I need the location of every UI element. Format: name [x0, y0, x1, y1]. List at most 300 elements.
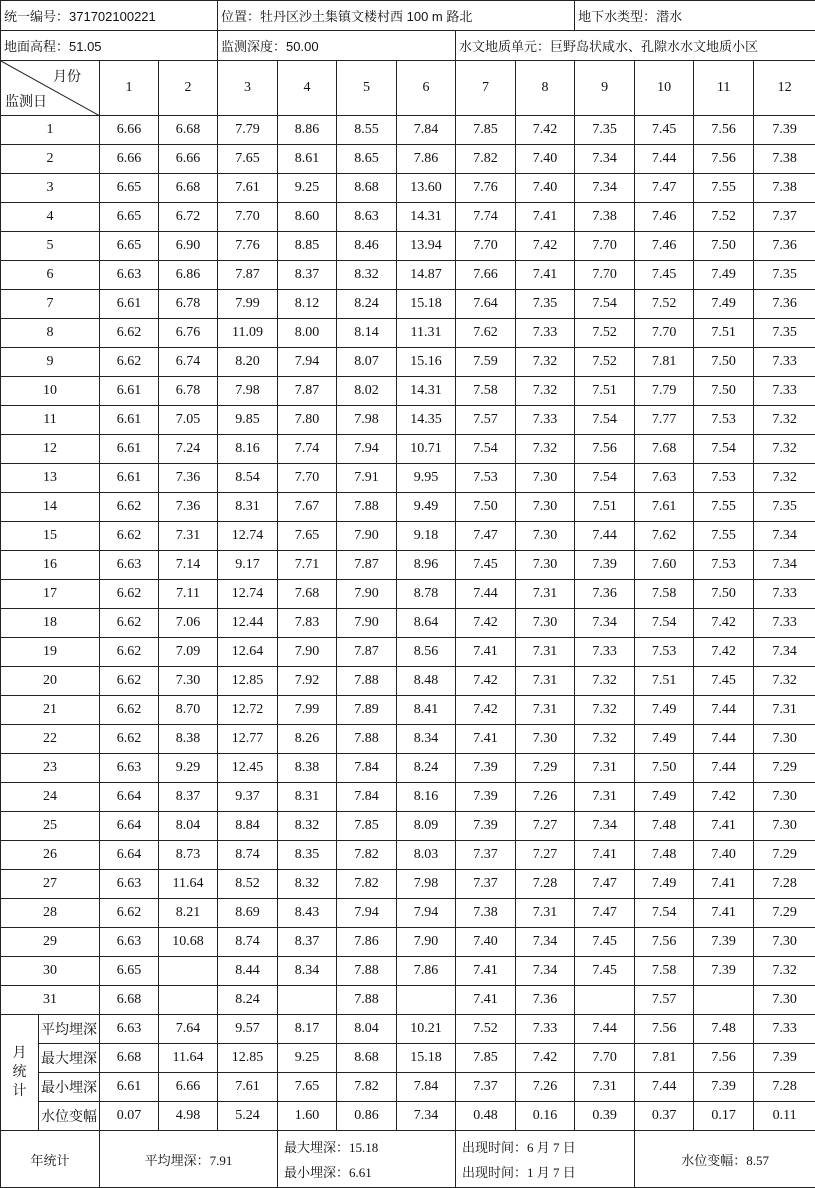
value-cell: 13.60 — [397, 174, 456, 203]
table-row — [1, 377, 815, 406]
annual-range: 水位变幅：8.57 — [635, 1131, 815, 1188]
table-row — [1, 609, 815, 638]
value-cell: 7.59 — [456, 348, 516, 377]
value-cell: 7.30 — [754, 812, 815, 841]
table-row — [1, 928, 815, 957]
value-cell: 7.84 — [337, 783, 397, 812]
value-cell: 8.24 — [397, 754, 456, 783]
value-cell: 7.29 — [754, 841, 815, 870]
annual-max-depth: 最大埋深：15.18 — [284, 1137, 378, 1156]
month-header: 8 — [516, 61, 575, 116]
stat-value: 7.28 — [754, 1073, 815, 1102]
stat-value: 10.21 — [397, 1015, 456, 1044]
day-label: 5 — [1, 232, 100, 261]
value-cell: 7.29 — [754, 899, 815, 928]
month-header: 5 — [337, 61, 397, 116]
day-axis-label: 监测日 — [5, 91, 47, 111]
day-label: 17 — [1, 580, 100, 609]
value-cell: 7.54 — [635, 609, 694, 638]
value-cell: 7.27 — [516, 812, 575, 841]
monthly-stat-row — [1, 1073, 815, 1102]
value-cell: 7.54 — [575, 406, 635, 435]
value-cell: 8.56 — [397, 638, 456, 667]
value-cell: 7.42 — [456, 609, 516, 638]
value-cell: 7.33 — [754, 377, 815, 406]
value-cell: 7.74 — [456, 203, 516, 232]
value-cell: 7.41 — [456, 725, 516, 754]
stat-value: 0.07 — [100, 1102, 159, 1131]
month-header: 11 — [694, 61, 754, 116]
value-cell: 7.82 — [337, 870, 397, 899]
value-cell: 7.39 — [754, 116, 815, 145]
table-row — [1, 899, 815, 928]
value-cell: 7.14 — [159, 551, 218, 580]
value-cell: 6.65 — [100, 174, 159, 203]
stat-value: 7.42 — [516, 1044, 575, 1073]
value-cell: 6.65 — [100, 203, 159, 232]
value-cell: 7.52 — [694, 203, 754, 232]
value-cell: 7.68 — [278, 580, 337, 609]
value-cell: 6.64 — [100, 783, 159, 812]
value-cell: 7.52 — [575, 348, 635, 377]
day-label: 21 — [1, 696, 100, 725]
value-cell: 7.56 — [635, 928, 694, 957]
value-cell: 7.34 — [754, 522, 815, 551]
value-cell: 7.26 — [516, 783, 575, 812]
stat-value: 6.61 — [100, 1073, 159, 1102]
value-cell: 8.48 — [397, 667, 456, 696]
value-cell: 7.44 — [694, 754, 754, 783]
stat-value: 7.34 — [397, 1102, 456, 1131]
value-cell: 6.78 — [159, 290, 218, 319]
value-cell: 7.70 — [278, 464, 337, 493]
monthly-stat-char: 月 — [13, 1046, 27, 1061]
value-cell: 14.35 — [397, 406, 456, 435]
value-cell: 7.34 — [516, 928, 575, 957]
value-cell: 8.03 — [397, 841, 456, 870]
stat-value: 9.25 — [278, 1044, 337, 1073]
value-cell: 7.85 — [337, 812, 397, 841]
value-cell: 7.34 — [754, 638, 815, 667]
stat-value: 7.39 — [754, 1044, 815, 1073]
value-cell: 7.32 — [754, 435, 815, 464]
value-cell: 7.30 — [516, 725, 575, 754]
value-cell: 7.50 — [694, 348, 754, 377]
stat-value: 7.48 — [694, 1015, 754, 1044]
value-cell: 7.48 — [635, 841, 694, 870]
value-cell: 7.30 — [516, 464, 575, 493]
value-cell: 8.70 — [159, 696, 218, 725]
stat-value: 7.44 — [575, 1015, 635, 1044]
stat-value: 7.81 — [635, 1044, 694, 1073]
stat-value: 8.17 — [278, 1015, 337, 1044]
value-cell: 7.39 — [694, 928, 754, 957]
value-cell: 7.30 — [754, 928, 815, 957]
value-cell: 7.99 — [218, 290, 278, 319]
value-cell: 7.44 — [694, 696, 754, 725]
day-label: 14 — [1, 493, 100, 522]
month-header: 1 — [100, 61, 159, 116]
value-cell: 7.92 — [278, 667, 337, 696]
value-cell: 8.07 — [337, 348, 397, 377]
value-cell: 7.35 — [754, 493, 815, 522]
value-cell: 7.70 — [456, 232, 516, 261]
monthly-stat-row — [1, 1044, 815, 1073]
value-cell: 7.62 — [456, 319, 516, 348]
value-cell: 7.53 — [456, 464, 516, 493]
value-cell: 7.94 — [397, 899, 456, 928]
stat-value: 7.61 — [218, 1073, 278, 1102]
value-cell: 7.37 — [456, 870, 516, 899]
stat-value: 7.84 — [397, 1073, 456, 1102]
annual-min-time: 出现时间：1 月 7 日 — [462, 1162, 576, 1181]
table-row — [1, 754, 815, 783]
stat-value: 11.64 — [159, 1044, 218, 1073]
value-cell: 7.61 — [635, 493, 694, 522]
value-cell: 7.55 — [694, 493, 754, 522]
value-cell: 7.42 — [516, 116, 575, 145]
stat-value: 1.60 — [278, 1102, 337, 1131]
value-cell: 6.65 — [100, 232, 159, 261]
value-cell: 7.30 — [516, 493, 575, 522]
value-cell: 8.24 — [337, 290, 397, 319]
stat-value: 7.70 — [575, 1044, 635, 1073]
value-cell: 7.36 — [516, 986, 575, 1015]
value-cell: 8.31 — [218, 493, 278, 522]
table-row — [1, 986, 815, 1015]
value-cell: 7.49 — [635, 725, 694, 754]
table-row — [1, 783, 815, 812]
table-row — [1, 870, 815, 899]
value-cell: 8.20 — [218, 348, 278, 377]
value-cell: 7.63 — [635, 464, 694, 493]
table-row — [1, 580, 815, 609]
monthly-stat-char: 计 — [13, 1084, 27, 1099]
value-cell: 7.30 — [516, 551, 575, 580]
value-cell: 8.37 — [278, 928, 337, 957]
hydrogeologic-unit: 水文地质单元：巨野岛状咸水、孔隙水水文地质小区 — [456, 31, 815, 61]
value-cell: 7.38 — [754, 174, 815, 203]
value-cell: 7.42 — [456, 667, 516, 696]
value-cell: 7.88 — [337, 493, 397, 522]
stat-value: 7.33 — [516, 1015, 575, 1044]
value-cell: 8.38 — [278, 754, 337, 783]
value-cell: 7.36 — [575, 580, 635, 609]
value-cell: 8.41 — [397, 696, 456, 725]
value-cell: 12.44 — [218, 609, 278, 638]
day-label: 6 — [1, 261, 100, 290]
value-cell: 7.80 — [278, 406, 337, 435]
value-cell: 8.65 — [337, 145, 397, 174]
value-cell: 12.85 — [218, 667, 278, 696]
value-cell: 7.49 — [694, 261, 754, 290]
value-cell: 12.77 — [218, 725, 278, 754]
monthly-stat-char: 统 — [13, 1065, 27, 1080]
value-cell: 7.87 — [337, 551, 397, 580]
stat-value: 0.37 — [635, 1102, 694, 1131]
value-cell: 7.06 — [159, 609, 218, 638]
annual-stat-label: 年统计 — [1, 1131, 100, 1188]
value-cell: 7.38 — [575, 203, 635, 232]
day-label: 2 — [1, 145, 100, 174]
value-cell: 7.44 — [575, 522, 635, 551]
value-cell: 7.41 — [694, 899, 754, 928]
value-cell: 8.38 — [159, 725, 218, 754]
value-cell: 7.49 — [635, 870, 694, 899]
value-cell: 7.30 — [516, 522, 575, 551]
value-cell: 12.74 — [218, 522, 278, 551]
value-cell: 7.61 — [218, 174, 278, 203]
value-cell: 7.30 — [754, 725, 815, 754]
value-cell: 7.34 — [754, 551, 815, 580]
value-cell: 7.41 — [575, 841, 635, 870]
value-cell: 8.43 — [278, 899, 337, 928]
day-label: 26 — [1, 841, 100, 870]
monitoring-depth: 监测深度：50.00 — [218, 31, 456, 61]
value-cell: 6.68 — [159, 174, 218, 203]
value-cell: 7.47 — [575, 870, 635, 899]
value-cell: 7.34 — [575, 145, 635, 174]
value-cell: 8.86 — [278, 116, 337, 145]
table-row — [1, 232, 815, 261]
value-cell: 7.31 — [516, 899, 575, 928]
value-cell: 7.11 — [159, 580, 218, 609]
day-label: 11 — [1, 406, 100, 435]
value-cell: 7.49 — [635, 696, 694, 725]
value-cell: 12.74 — [218, 580, 278, 609]
value-cell: 6.63 — [100, 551, 159, 580]
value-cell: 7.56 — [694, 145, 754, 174]
stat-value: 5.24 — [218, 1102, 278, 1131]
value-cell: 6.61 — [100, 290, 159, 319]
value-cell: 9.37 — [218, 783, 278, 812]
day-label: 3 — [1, 174, 100, 203]
value-cell: 7.32 — [754, 957, 815, 986]
value-cell: 7.51 — [575, 493, 635, 522]
value-cell: 7.57 — [635, 986, 694, 1015]
stat-value: 7.26 — [516, 1073, 575, 1102]
value-cell: 8.46 — [337, 232, 397, 261]
value-cell: 7.31 — [516, 667, 575, 696]
day-label: 4 — [1, 203, 100, 232]
value-cell: 7.74 — [278, 435, 337, 464]
table-row — [1, 696, 815, 725]
value-cell: 7.41 — [516, 203, 575, 232]
value-cell: 7.35 — [754, 261, 815, 290]
value-cell: 7.88 — [337, 667, 397, 696]
month-header: 12 — [754, 61, 815, 116]
value-cell: 7.53 — [694, 551, 754, 580]
value-cell: 7.82 — [456, 145, 516, 174]
table-row — [1, 667, 815, 696]
value-cell: 7.55 — [694, 174, 754, 203]
value-cell: 7.24 — [159, 435, 218, 464]
stat-value: 0.86 — [337, 1102, 397, 1131]
table-row — [1, 116, 815, 145]
value-cell: 6.61 — [100, 377, 159, 406]
day-label: 24 — [1, 783, 100, 812]
value-cell: 7.30 — [516, 609, 575, 638]
value-cell: 6.66 — [100, 116, 159, 145]
value-cell: 7.42 — [456, 696, 516, 725]
value-cell: 8.12 — [278, 290, 337, 319]
value-cell: 7.55 — [694, 522, 754, 551]
value-cell: 7.68 — [635, 435, 694, 464]
value-cell: 7.50 — [635, 754, 694, 783]
stat-label: 最小埋深 — [39, 1073, 100, 1102]
value-cell: 7.58 — [635, 580, 694, 609]
monthly-stat-label — [1, 1015, 39, 1131]
value-cell: 7.46 — [635, 203, 694, 232]
value-cell — [575, 986, 635, 1015]
value-cell: 7.90 — [397, 928, 456, 957]
value-cell: 6.62 — [100, 667, 159, 696]
value-cell: 7.32 — [754, 667, 815, 696]
value-cell: 9.85 — [218, 406, 278, 435]
value-cell: 7.29 — [754, 754, 815, 783]
value-cell: 7.42 — [516, 232, 575, 261]
stat-value: 0.17 — [694, 1102, 754, 1131]
value-cell: 7.64 — [456, 290, 516, 319]
value-cell: 6.86 — [159, 261, 218, 290]
value-cell: 7.84 — [337, 754, 397, 783]
value-cell: 7.42 — [694, 638, 754, 667]
value-cell: 7.50 — [456, 493, 516, 522]
value-cell: 7.82 — [337, 841, 397, 870]
value-cell: 8.63 — [337, 203, 397, 232]
table-row — [1, 464, 815, 493]
value-cell: 6.62 — [100, 609, 159, 638]
table-row — [1, 203, 815, 232]
value-cell: 9.18 — [397, 522, 456, 551]
month-header: 6 — [397, 61, 456, 116]
value-cell: 7.33 — [575, 638, 635, 667]
stat-label: 平均埋深 — [39, 1015, 100, 1044]
value-cell: 13.94 — [397, 232, 456, 261]
value-cell: 7.38 — [456, 899, 516, 928]
value-cell: 6.61 — [100, 435, 159, 464]
value-cell: 7.30 — [159, 667, 218, 696]
value-cell: 11.09 — [218, 319, 278, 348]
value-cell: 7.86 — [397, 145, 456, 174]
value-cell: 7.54 — [635, 899, 694, 928]
value-cell: 7.33 — [754, 348, 815, 377]
stat-value: 0.48 — [456, 1102, 516, 1131]
stat-value: 4.98 — [159, 1102, 218, 1131]
value-cell: 8.32 — [278, 870, 337, 899]
value-cell: 7.90 — [337, 522, 397, 551]
value-cell: 7.47 — [456, 522, 516, 551]
value-cell: 7.44 — [694, 725, 754, 754]
stat-value: 15.18 — [397, 1044, 456, 1073]
value-cell: 6.63 — [100, 928, 159, 957]
value-cell: 7.48 — [635, 812, 694, 841]
value-cell: 10.71 — [397, 435, 456, 464]
month-header: 3 — [218, 61, 278, 116]
value-cell: 7.57 — [456, 406, 516, 435]
value-cell: 8.37 — [278, 261, 337, 290]
value-cell: 7.65 — [278, 522, 337, 551]
stat-value: 7.65 — [278, 1073, 337, 1102]
value-cell: 6.61 — [100, 464, 159, 493]
day-label: 25 — [1, 812, 100, 841]
value-cell: 8.54 — [218, 464, 278, 493]
value-cell: 7.37 — [754, 203, 815, 232]
value-cell: 7.90 — [278, 638, 337, 667]
value-cell: 7.76 — [218, 232, 278, 261]
stat-value: 8.04 — [337, 1015, 397, 1044]
stat-value: 7.33 — [754, 1015, 815, 1044]
value-cell: 6.90 — [159, 232, 218, 261]
stat-value: 7.52 — [456, 1015, 516, 1044]
table-row — [1, 406, 815, 435]
value-cell: 7.71 — [278, 551, 337, 580]
value-cell: 8.78 — [397, 580, 456, 609]
table-row — [1, 551, 815, 580]
value-cell: 7.36 — [159, 493, 218, 522]
value-cell: 7.79 — [218, 116, 278, 145]
location: 位置：牡丹区沙土集镇文楼村西 100 m 路北 — [218, 1, 575, 31]
value-cell: 7.33 — [754, 580, 815, 609]
value-cell: 7.34 — [516, 957, 575, 986]
value-cell — [397, 986, 456, 1015]
value-cell: 8.44 — [218, 957, 278, 986]
value-cell: 8.34 — [397, 725, 456, 754]
value-cell: 7.41 — [456, 957, 516, 986]
value-cell: 7.32 — [516, 377, 575, 406]
value-cell: 7.09 — [159, 638, 218, 667]
value-cell: 7.52 — [635, 290, 694, 319]
value-cell: 7.98 — [218, 377, 278, 406]
value-cell: 10.68 — [159, 928, 218, 957]
value-cell: 7.53 — [694, 464, 754, 493]
value-cell: 7.37 — [456, 841, 516, 870]
value-cell: 7.58 — [456, 377, 516, 406]
value-cell: 7.86 — [397, 957, 456, 986]
value-cell: 6.62 — [100, 493, 159, 522]
value-cell: 7.86 — [337, 928, 397, 957]
day-label: 27 — [1, 870, 100, 899]
stat-value: 0.11 — [754, 1102, 815, 1131]
value-cell: 6.76 — [159, 319, 218, 348]
stat-value: 7.39 — [694, 1073, 754, 1102]
day-label: 7 — [1, 290, 100, 319]
value-cell: 7.45 — [635, 261, 694, 290]
value-cell: 8.31 — [278, 783, 337, 812]
value-cell: 7.42 — [694, 783, 754, 812]
value-cell: 7.32 — [575, 667, 635, 696]
day-label: 28 — [1, 899, 100, 928]
value-cell: 7.34 — [575, 812, 635, 841]
value-cell: 7.31 — [516, 580, 575, 609]
value-cell: 8.26 — [278, 725, 337, 754]
value-cell: 8.04 — [159, 812, 218, 841]
value-cell: 6.78 — [159, 377, 218, 406]
value-cell: 8.24 — [218, 986, 278, 1015]
value-cell: 7.32 — [516, 435, 575, 464]
day-label: 18 — [1, 609, 100, 638]
value-cell: 6.68 — [100, 986, 159, 1015]
value-cell: 8.32 — [337, 261, 397, 290]
table-row — [1, 493, 815, 522]
table-row — [1, 145, 815, 174]
stat-value: 0.16 — [516, 1102, 575, 1131]
table-row — [1, 348, 815, 377]
value-cell: 7.45 — [694, 667, 754, 696]
stat-value: 7.44 — [635, 1073, 694, 1102]
value-cell: 7.83 — [278, 609, 337, 638]
value-cell: 7.53 — [635, 638, 694, 667]
